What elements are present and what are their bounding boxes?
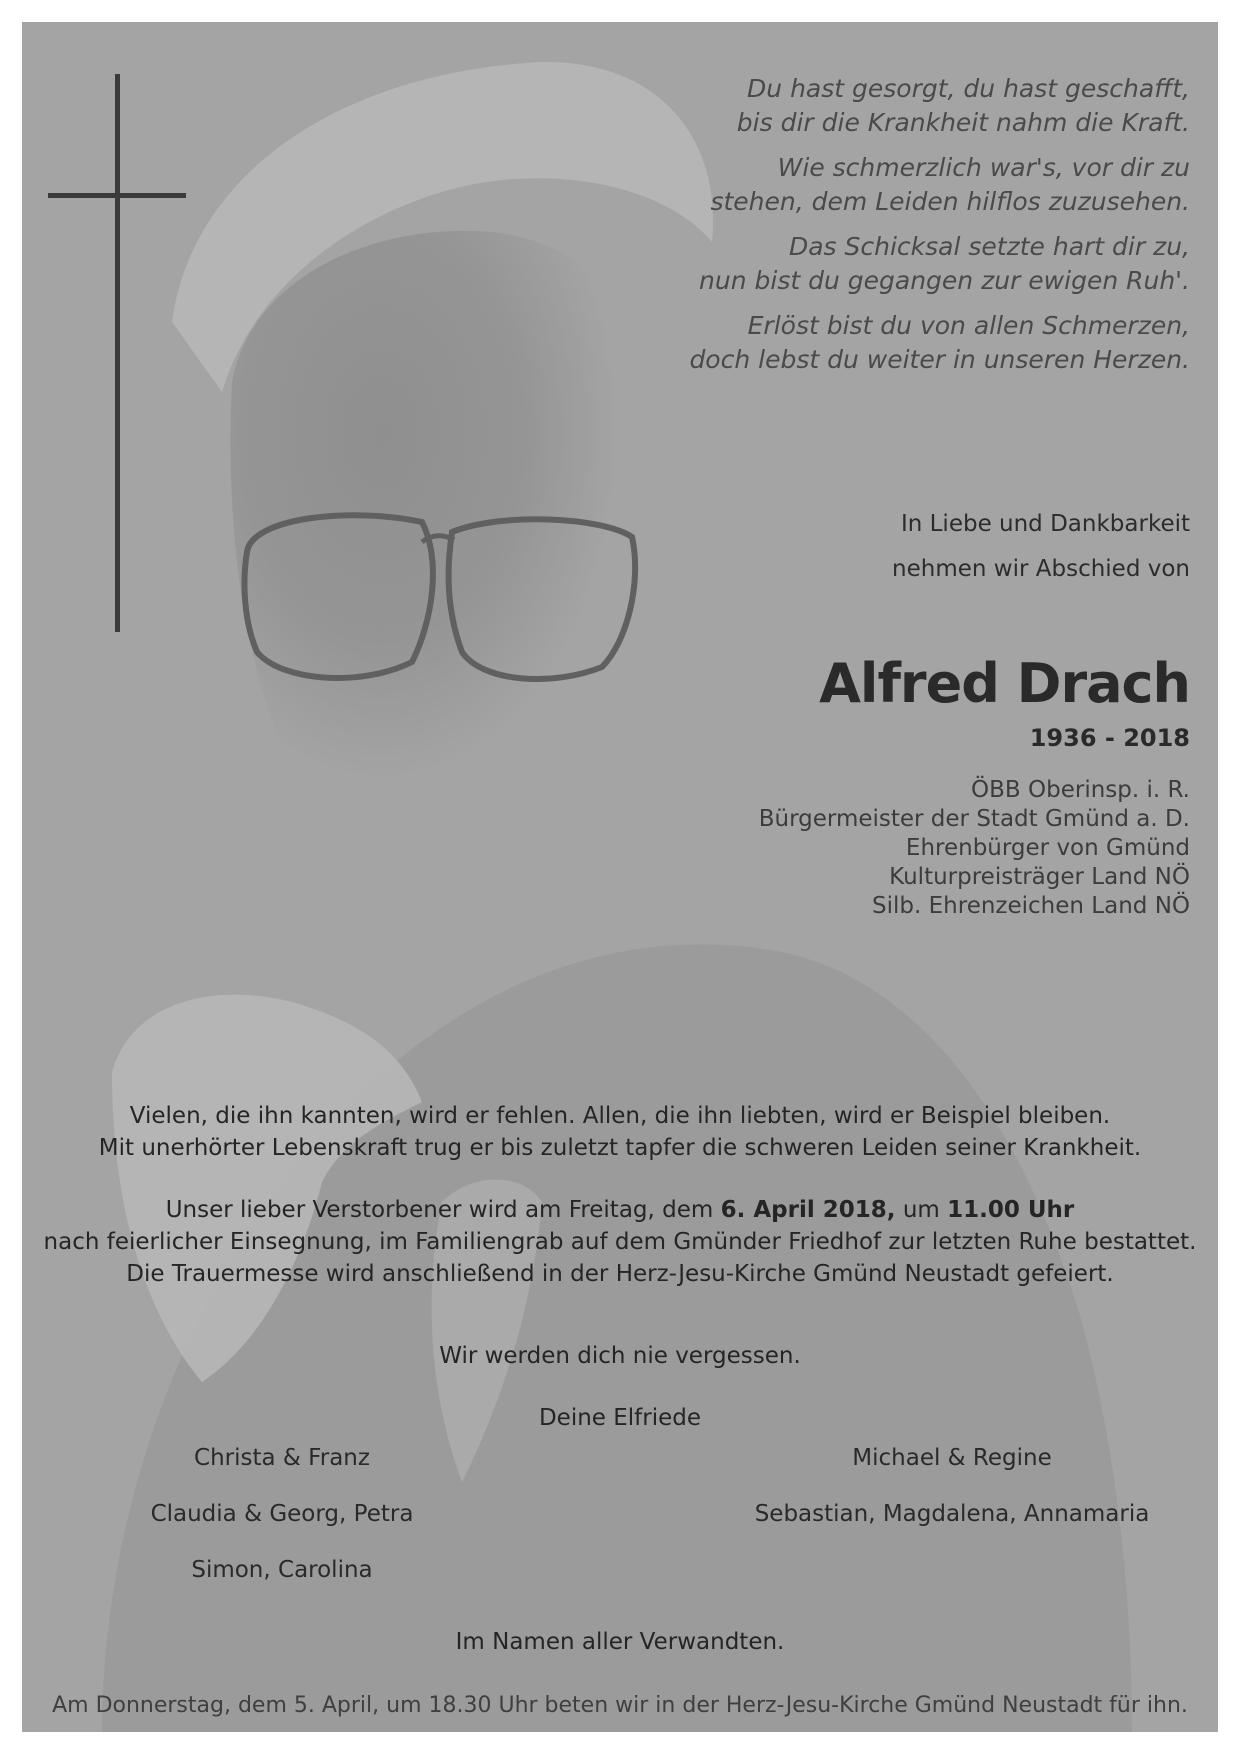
title-line: Silb. Ehrenzeichen Land NÖ <box>872 893 1190 919</box>
poem-stanza: Das Schicksal setzte hart dir zu, nun bist du gegangen zur ewigen Ruh'. <box>699 232 1190 295</box>
burial-announcement: Unser lieber Verstorbener wird am Freitag, dem 6. April 2018, um 11.00 Uhr nach feierlicher Einsegnung, im Familiengrab auf dem Gmünder Friedhof zur letzten Ruhe bestattet. Die Trauermesse wird anschließend in der Herz-Jesu-Kirche Gmünd Neustadt gefeiert. <box>43 1197 1197 1287</box>
tribute-message: Vielen, die ihn kannten, wird er fehlen. Allen, die ihn liebten, wird er Beispiel bleiben. Mit unerhörter Lebenskraft trug er bis zuletzt tapfer die schweren Leiden seiner Krankheit. <box>98 1103 1142 1161</box>
title-line: Bürgermeister der Stadt Gmünd a. D. <box>758 806 1190 832</box>
poem-stanza: Erlöst bist du von allen Schmerzen, doch lebst du weiter in unseren Herzen. <box>689 311 1190 374</box>
relatives-line: Im Namen aller Verwandten. <box>455 1629 785 1655</box>
prayer-notice: Am Donnerstag, dem 5. April, um 18.30 Uhr beten wir in der Herz-Jesu-Kirche Gmünd Neustadt für ihn. <box>52 1693 1188 1718</box>
family-right <box>742 1430 1162 1542</box>
poem-stanza: Wie schmerzlich war's, vor dir zu stehen, dem Leiden hilflos zuzusehen. <box>710 153 1190 216</box>
obituary-card <box>22 22 1218 1732</box>
cross-bar <box>48 193 186 198</box>
family-member: Christa & Franz <box>194 1445 370 1471</box>
honorary-titles <box>590 776 1190 921</box>
life-years: 1936 - 2018 <box>1029 724 1190 752</box>
family-member: Michael & Regine <box>852 1445 1052 1471</box>
title-line: Ehrenbürger von Gmünd <box>905 835 1190 861</box>
family-left <box>112 1430 452 1598</box>
poem <box>570 72 1190 388</box>
title-line: Kulturpreisträger Land NÖ <box>889 864 1190 890</box>
poem-stanza: Du hast gesorgt, du hast geschafft, bis dir die Krankheit nahm die Kraft. <box>736 74 1190 137</box>
family-member: Simon, Carolina <box>191 1557 373 1583</box>
family-member: Sebastian, Magdalena, Annamaria <box>754 1501 1150 1527</box>
family-member: Claudia & Georg, Petra <box>150 1501 414 1527</box>
farewell-intro: In Liebe und Dankbarkeit nehmen wir Abschied von <box>892 511 1190 582</box>
deceased-name: Alfred Drach <box>819 652 1190 715</box>
burial-date: 6. April 2018, <box>720 1197 896 1223</box>
cross-icon <box>115 74 120 632</box>
spouse-name: Deine Elfriede <box>538 1405 702 1431</box>
burial-time: 11.00 Uhr <box>947 1197 1075 1223</box>
closing-line: Wir werden dich nie vergessen. <box>439 1343 801 1369</box>
title-line: ÖBB Oberinsp. i. R. <box>971 777 1190 803</box>
